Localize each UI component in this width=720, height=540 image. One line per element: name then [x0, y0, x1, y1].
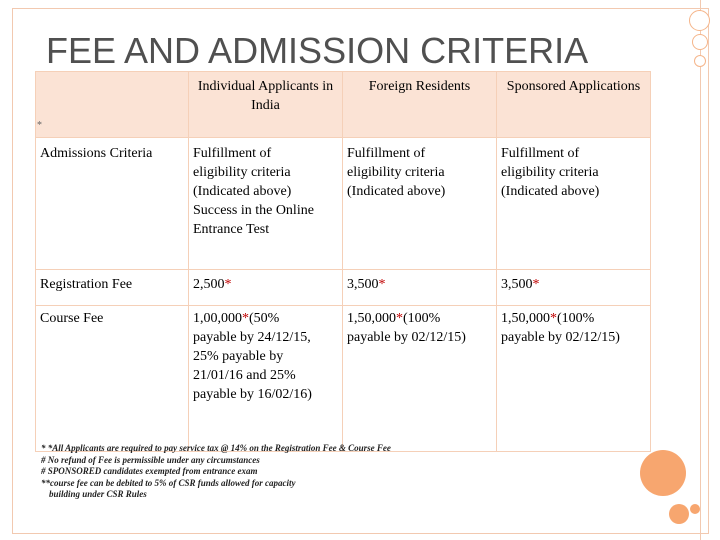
- fee-table: [35, 71, 651, 452]
- fee-amount: 1,50,000: [501, 311, 550, 326]
- fee-amount: 3,500: [501, 277, 533, 292]
- footnotes: [41, 443, 391, 501]
- header-corner-cell: [36, 72, 189, 138]
- decorative-circle-filled: [640, 450, 686, 496]
- fee-terms: (100%: [403, 311, 441, 326]
- cell-admissions-sponsored: [497, 138, 651, 270]
- header-individual: Individual Applicants in India: [189, 72, 343, 138]
- cell-line: eligibility criteria: [347, 165, 445, 180]
- footnote: **course fee can be debited to 5% of CSR funds allowed for capacity: [41, 477, 296, 488]
- cell-line: Fulfillment of: [193, 146, 272, 161]
- footnote: # No refund of Fee is permissible under any circumstances: [41, 454, 260, 465]
- table-row-admissions: [36, 138, 651, 270]
- fee-amount: 2,500: [193, 277, 225, 292]
- cell-line: payable by 24/12/15,: [193, 330, 311, 345]
- table-row-course: [36, 306, 651, 452]
- cell-line: 25% payable by: [193, 349, 284, 364]
- cell-registration-individual: [189, 270, 343, 306]
- cell-course-foreign: [343, 306, 497, 452]
- header-sponsored: Sponsored Applications: [497, 72, 651, 138]
- cell-line: Entrance Test: [193, 222, 270, 237]
- footnote: building under CSR Rules: [49, 489, 147, 499]
- asterisk-mark: *: [242, 311, 249, 326]
- asterisk-mark: *: [224, 277, 232, 292]
- table-header-row: [36, 72, 651, 138]
- cell-line: [347, 309, 492, 328]
- cell-line: eligibility criteria: [501, 165, 599, 180]
- footnote: * *All Applicants are required to pay service tax @ 14% on the Registration Fee & Course Fee: [41, 443, 391, 453]
- cell-line: payable by 16/02/16): [193, 387, 312, 402]
- fee-amount: 1,50,000: [347, 311, 396, 326]
- asterisk-mark: *: [378, 277, 386, 292]
- fee-terms: (50%: [249, 311, 280, 326]
- cell-line: Success in the Online: [193, 203, 314, 218]
- table-row-registration: [36, 270, 651, 306]
- cell-line: [193, 309, 338, 328]
- asterisk-mark: *: [396, 311, 403, 326]
- footnote: # SPONSORED candidates exempted from entrance exam: [41, 466, 258, 476]
- cell-course-sponsored: [497, 306, 651, 452]
- cell-course-individual: [189, 306, 343, 452]
- fee-amount: 3,500: [347, 277, 379, 292]
- decorative-vertical-line: [700, 0, 701, 540]
- cell-line: (Indicated above): [193, 184, 292, 199]
- cell-line: eligibility criteria: [193, 165, 291, 180]
- asterisk-mark: *: [532, 277, 540, 292]
- row-label-admissions: Admissions Criteria: [36, 138, 189, 270]
- header-foreign: Foreign Residents: [343, 72, 497, 138]
- cell-line: payable by 02/12/15): [501, 330, 620, 345]
- decorative-circle-filled: [669, 504, 689, 524]
- cell-line: 21/01/16 and 25%: [193, 368, 296, 383]
- cell-line: [501, 309, 646, 328]
- row-label-registration: Registration Fee: [36, 270, 189, 306]
- cell-registration-sponsored: [497, 270, 651, 306]
- decorative-circle-outline: [694, 55, 706, 67]
- cell-line: Fulfillment of: [347, 146, 426, 161]
- cell-line: Fulfillment of: [501, 146, 580, 161]
- decorative-circle-filled: [690, 504, 700, 514]
- cell-line: (Indicated above): [347, 184, 446, 199]
- cell-admissions-foreign: [343, 138, 497, 270]
- decorative-circle-outline: [692, 34, 708, 50]
- row-label-course: Course Fee: [36, 306, 189, 452]
- cell-line: payable by 02/12/15): [347, 330, 466, 345]
- cell-registration-foreign: [343, 270, 497, 306]
- fee-amount: 1,00,000: [193, 311, 242, 326]
- corner-mark: *: [37, 120, 42, 131]
- decorative-circle-outline: [689, 10, 710, 31]
- fee-terms: (100%: [557, 311, 595, 326]
- slide-title: FEE AND ADMISSION CRITERIA: [46, 30, 589, 71]
- asterisk-mark: *: [550, 311, 557, 326]
- cell-admissions-individual: [189, 138, 343, 270]
- cell-line: (Indicated above): [501, 184, 600, 199]
